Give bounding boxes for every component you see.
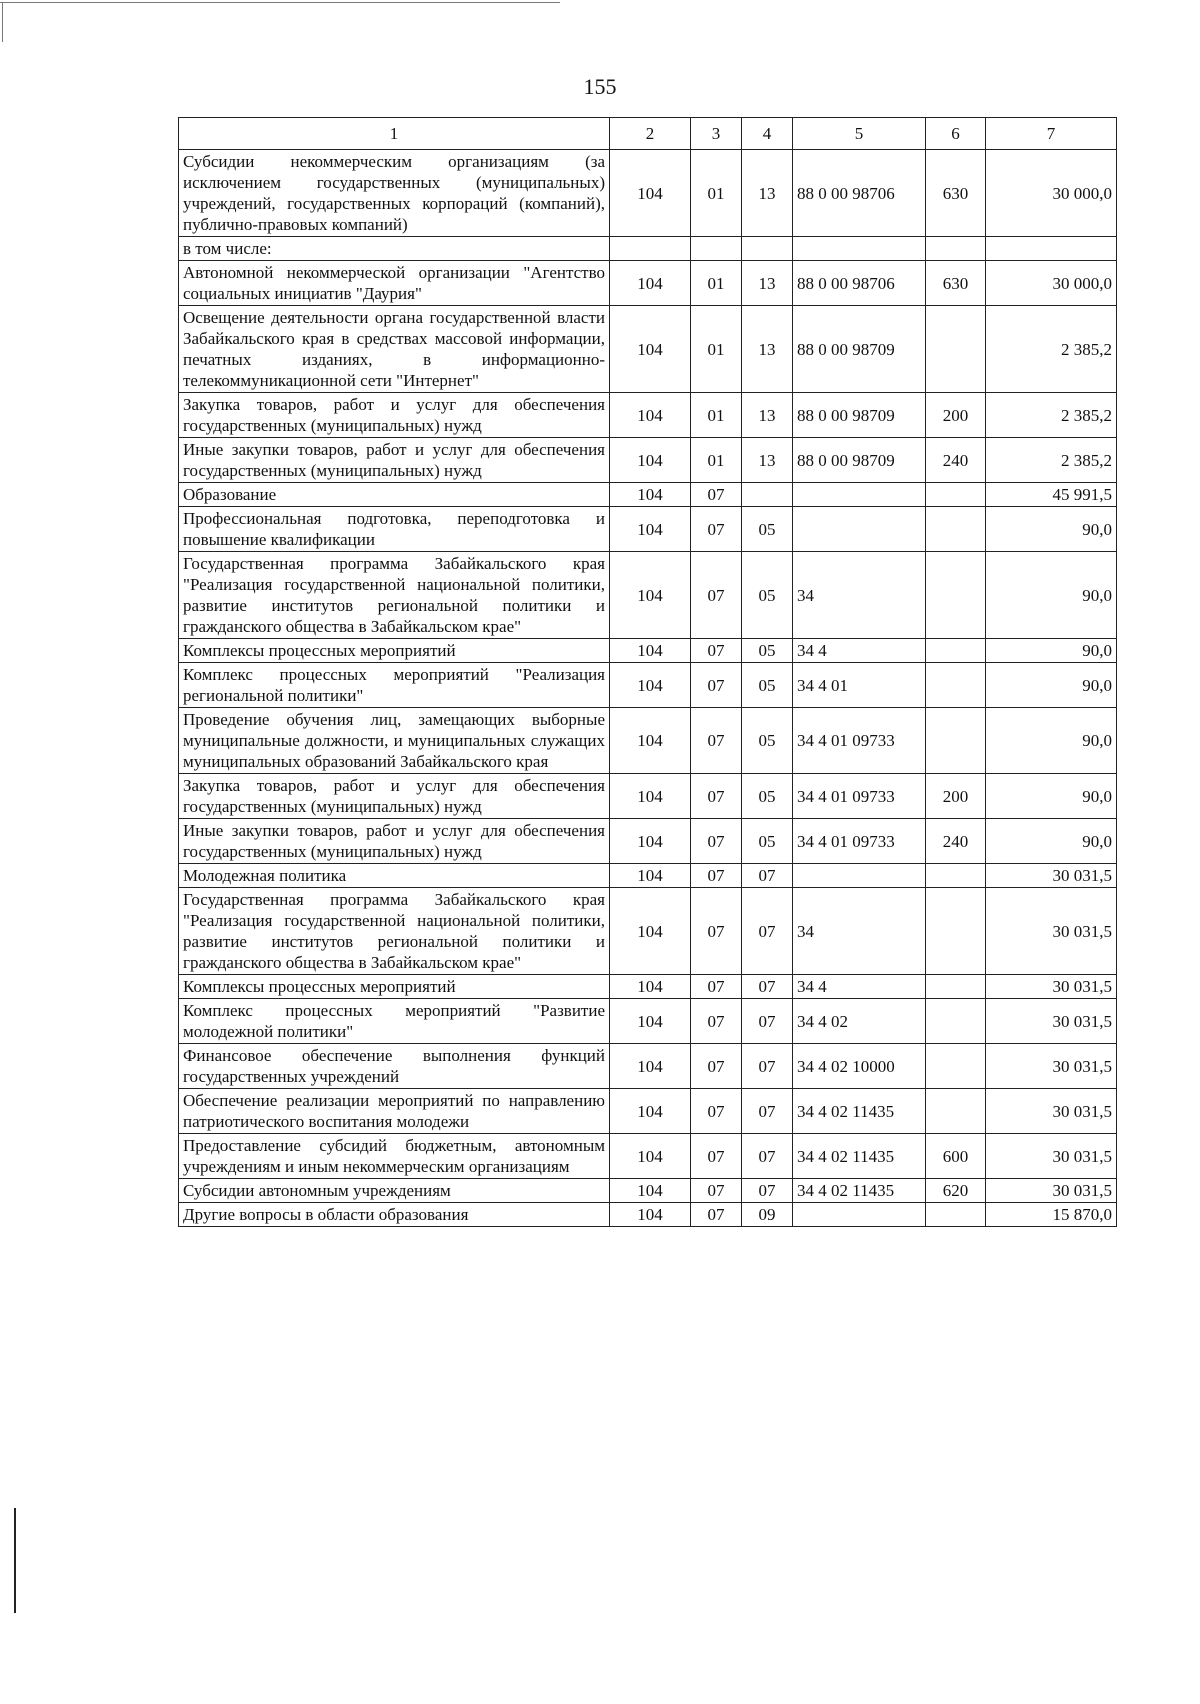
expense-type-code: 630 xyxy=(926,150,986,237)
section-code: 07 xyxy=(691,1203,742,1227)
ministry-code: 104 xyxy=(610,150,691,237)
row-name: Финансовое обеспечение выполнения функций государственных учреждений xyxy=(179,1044,610,1089)
subsection-code: 07 xyxy=(742,999,793,1044)
amount: 45 991,5 xyxy=(986,483,1117,507)
row-name: Государственная программа Забайкальского края "Реализация государственной национальной политики, развитие институтов региональной политики и гражданского общества в Забайкальском крае" xyxy=(179,552,610,639)
table-row xyxy=(179,552,1117,639)
section-code xyxy=(691,237,742,261)
section-code: 07 xyxy=(691,663,742,708)
table-row xyxy=(179,483,1117,507)
ministry-code: 104 xyxy=(610,999,691,1044)
amount: 30 031,5 xyxy=(986,975,1117,999)
table-row xyxy=(179,306,1117,393)
target-article-code: 34 4 02 10000 xyxy=(793,1044,926,1089)
subsection-code: 07 xyxy=(742,888,793,975)
amount: 30 031,5 xyxy=(986,1089,1117,1134)
amount: 90,0 xyxy=(986,507,1117,552)
table-row xyxy=(179,888,1117,975)
target-article-code: 34 4 01 xyxy=(793,663,926,708)
section-code: 07 xyxy=(691,819,742,864)
row-name: Обеспечение реализации мероприятий по направлению патриотического воспитания молодежи xyxy=(179,1089,610,1134)
amount: 2 385,2 xyxy=(986,306,1117,393)
row-name: Закупка товаров, работ и услуг для обеспечения государственных (муниципальных) нужд xyxy=(179,774,610,819)
target-article-code: 88 0 00 98709 xyxy=(793,306,926,393)
target-article-code: 88 0 00 98706 xyxy=(793,150,926,237)
section-code: 07 xyxy=(691,1089,742,1134)
amount: 90,0 xyxy=(986,708,1117,774)
expense-type-code: 620 xyxy=(926,1179,986,1203)
expense-type-code xyxy=(926,237,986,261)
table-row xyxy=(179,774,1117,819)
table-row xyxy=(179,819,1117,864)
scan-margin-mark xyxy=(14,1508,16,1613)
subsection-code: 07 xyxy=(742,1179,793,1203)
row-name: Другие вопросы в области образования xyxy=(179,1203,610,1227)
amount: 90,0 xyxy=(986,774,1117,819)
subsection-code: 05 xyxy=(742,639,793,663)
target-article-code: 88 0 00 98709 xyxy=(793,438,926,483)
table-row xyxy=(179,237,1117,261)
amount: 90,0 xyxy=(986,663,1117,708)
table-row xyxy=(179,999,1117,1044)
amount: 90,0 xyxy=(986,819,1117,864)
subsection-code xyxy=(742,483,793,507)
ministry-code: 104 xyxy=(610,888,691,975)
ministry-code: 104 xyxy=(610,552,691,639)
amount: 30 000,0 xyxy=(986,150,1117,237)
ministry-code: 104 xyxy=(610,1044,691,1089)
ministry-code: 104 xyxy=(610,1134,691,1179)
amount: 2 385,2 xyxy=(986,438,1117,483)
expense-type-code: 600 xyxy=(926,1134,986,1179)
column-header: 4 xyxy=(742,118,793,150)
section-code: 01 xyxy=(691,393,742,438)
expense-type-code: 240 xyxy=(926,438,986,483)
subsection-code: 05 xyxy=(742,507,793,552)
ministry-code xyxy=(610,237,691,261)
subsection-code: 05 xyxy=(742,774,793,819)
table-row xyxy=(179,261,1117,306)
table-row xyxy=(179,1179,1117,1203)
table-row xyxy=(179,639,1117,663)
expense-type-code: 240 xyxy=(926,819,986,864)
amount: 30 000,0 xyxy=(986,261,1117,306)
target-article-code xyxy=(793,483,926,507)
column-header: 2 xyxy=(610,118,691,150)
expense-type-code xyxy=(926,1044,986,1089)
target-article-code: 88 0 00 98709 xyxy=(793,393,926,438)
target-article-code: 34 xyxy=(793,552,926,639)
row-name: Иные закупки товаров, работ и услуг для обеспечения государственных (муниципальных) нужд xyxy=(179,819,610,864)
subsection-code: 05 xyxy=(742,552,793,639)
column-header: 3 xyxy=(691,118,742,150)
section-code: 07 xyxy=(691,975,742,999)
ministry-code: 104 xyxy=(610,261,691,306)
expense-type-code xyxy=(926,708,986,774)
amount: 90,0 xyxy=(986,639,1117,663)
subsection-code xyxy=(742,237,793,261)
row-name: Комплексы процессных мероприятий xyxy=(179,975,610,999)
section-code: 01 xyxy=(691,438,742,483)
table-row xyxy=(179,864,1117,888)
subsection-code: 13 xyxy=(742,393,793,438)
scan-edge-left xyxy=(2,2,3,42)
ministry-code: 104 xyxy=(610,663,691,708)
table-row xyxy=(179,1203,1117,1227)
column-header: 5 xyxy=(793,118,926,150)
expense-type-code xyxy=(926,975,986,999)
table-row xyxy=(179,975,1117,999)
ministry-code: 104 xyxy=(610,864,691,888)
row-name: Комплекс процессных мероприятий "Реализация региональной политики" xyxy=(179,663,610,708)
target-article-code xyxy=(793,1203,926,1227)
amount: 30 031,5 xyxy=(986,1044,1117,1089)
ministry-code: 104 xyxy=(610,639,691,663)
subsection-code: 13 xyxy=(742,150,793,237)
expense-type-code xyxy=(926,1089,986,1134)
target-article-code xyxy=(793,507,926,552)
table-header-row xyxy=(179,118,1117,150)
expense-type-code xyxy=(926,552,986,639)
target-article-code: 34 4 02 11435 xyxy=(793,1179,926,1203)
section-code: 07 xyxy=(691,888,742,975)
target-article-code: 34 4 02 11435 xyxy=(793,1134,926,1179)
expense-type-code xyxy=(926,483,986,507)
section-code: 07 xyxy=(691,864,742,888)
ministry-code: 104 xyxy=(610,438,691,483)
table-row xyxy=(179,438,1117,483)
subsection-code: 13 xyxy=(742,306,793,393)
row-name: Автономной некоммерческой организации "Агентство социальных инициатив "Даурия" xyxy=(179,261,610,306)
ministry-code: 104 xyxy=(610,483,691,507)
table-row xyxy=(179,393,1117,438)
subsection-code: 13 xyxy=(742,438,793,483)
table-row xyxy=(179,507,1117,552)
section-code: 07 xyxy=(691,1044,742,1089)
section-code: 01 xyxy=(691,261,742,306)
table-row xyxy=(179,708,1117,774)
ministry-code: 104 xyxy=(610,1179,691,1203)
row-name: Комплексы процессных мероприятий xyxy=(179,639,610,663)
budget-table xyxy=(178,117,1117,1227)
subsection-code: 07 xyxy=(742,1089,793,1134)
column-header: 1 xyxy=(179,118,610,150)
target-article-code: 34 4 01 09733 xyxy=(793,819,926,864)
row-name: Субсидии некоммерческим организациям (за исключением государственных (муниципальных) учреждений, государственных корпораций (компаний), публично-правовых компаний) xyxy=(179,150,610,237)
expense-type-code xyxy=(926,1203,986,1227)
target-article-code: 88 0 00 98706 xyxy=(793,261,926,306)
row-name: в том числе: xyxy=(179,237,610,261)
subsection-code: 05 xyxy=(742,663,793,708)
section-code: 07 xyxy=(691,507,742,552)
expense-type-code xyxy=(926,864,986,888)
expense-type-code: 200 xyxy=(926,393,986,438)
table-row xyxy=(179,1089,1117,1134)
target-article-code: 34 4 xyxy=(793,639,926,663)
subsection-code: 05 xyxy=(742,819,793,864)
ministry-code: 104 xyxy=(610,306,691,393)
target-article-code: 34 4 02 11435 xyxy=(793,1089,926,1134)
section-code: 07 xyxy=(691,1134,742,1179)
expense-type-code xyxy=(926,507,986,552)
row-name: Субсидии автономным учреждениям xyxy=(179,1179,610,1203)
subsection-code: 13 xyxy=(742,261,793,306)
subsection-code: 07 xyxy=(742,1134,793,1179)
subsection-code: 07 xyxy=(742,1044,793,1089)
expense-type-code: 630 xyxy=(926,261,986,306)
row-name: Проведение обучения лиц, замещающих выборные муниципальные должности, и муниципальных служащих муниципальных образований Забайкальского края xyxy=(179,708,610,774)
section-code: 07 xyxy=(691,774,742,819)
table-row xyxy=(179,1044,1117,1089)
amount: 15 870,0 xyxy=(986,1203,1117,1227)
amount: 2 385,2 xyxy=(986,393,1117,438)
target-article-code xyxy=(793,237,926,261)
target-article-code: 34 4 01 09733 xyxy=(793,708,926,774)
section-code: 07 xyxy=(691,999,742,1044)
target-article-code: 34 xyxy=(793,888,926,975)
row-name: Иные закупки товаров, работ и услуг для обеспечения государственных (муниципальных) нужд xyxy=(179,438,610,483)
page-number: 155 xyxy=(583,74,617,99)
amount: 90,0 xyxy=(986,552,1117,639)
subsection-code: 07 xyxy=(742,864,793,888)
amount: 30 031,5 xyxy=(986,999,1117,1044)
expense-type-code xyxy=(926,639,986,663)
expense-type-code xyxy=(926,999,986,1044)
amount: 30 031,5 xyxy=(986,1134,1117,1179)
target-article-code: 34 4 02 xyxy=(793,999,926,1044)
section-code: 07 xyxy=(691,483,742,507)
row-name: Закупка товаров, работ и услуг для обеспечения государственных (муниципальных) нужд xyxy=(179,393,610,438)
expense-type-code: 200 xyxy=(926,774,986,819)
ministry-code: 104 xyxy=(610,507,691,552)
ministry-code: 104 xyxy=(610,393,691,438)
section-code: 07 xyxy=(691,639,742,663)
section-code: 07 xyxy=(691,708,742,774)
row-name: Образование xyxy=(179,483,610,507)
section-code: 01 xyxy=(691,306,742,393)
section-code: 01 xyxy=(691,150,742,237)
expense-type-code xyxy=(926,306,986,393)
row-name: Предоставление субсидий бюджетным, автономным учреждениям и иным некоммерческим организациям xyxy=(179,1134,610,1179)
row-name: Профессиональная подготовка, переподготовка и повышение квалификации xyxy=(179,507,610,552)
amount: 30 031,5 xyxy=(986,1179,1117,1203)
target-article-code: 34 4 xyxy=(793,975,926,999)
column-header: 7 xyxy=(986,118,1117,150)
amount xyxy=(986,237,1117,261)
expense-type-code xyxy=(926,888,986,975)
table-row xyxy=(179,150,1117,237)
subsection-code: 09 xyxy=(742,1203,793,1227)
ministry-code: 104 xyxy=(610,1089,691,1134)
ministry-code: 104 xyxy=(610,975,691,999)
section-code: 07 xyxy=(691,552,742,639)
column-header: 6 xyxy=(926,118,986,150)
ministry-code: 104 xyxy=(610,1203,691,1227)
row-name: Государственная программа Забайкальского края "Реализация государственной национальной политики, развитие институтов региональной политики и гражданского общества в Забайкальском крае" xyxy=(179,888,610,975)
ministry-code: 104 xyxy=(610,708,691,774)
ministry-code: 104 xyxy=(610,774,691,819)
ministry-code: 104 xyxy=(610,819,691,864)
amount: 30 031,5 xyxy=(986,864,1117,888)
expense-type-code xyxy=(926,663,986,708)
table-body xyxy=(179,150,1117,1227)
table-row xyxy=(179,1134,1117,1179)
target-article-code: 34 4 01 09733 xyxy=(793,774,926,819)
row-name: Освещение деятельности органа государственной власти Забайкальского края в средствах массовой информации, печатных изданиях, в информационно-телекоммуникационной сети "Интернет" xyxy=(179,306,610,393)
target-article-code xyxy=(793,864,926,888)
scan-edge-top xyxy=(0,2,560,3)
table-row xyxy=(179,663,1117,708)
subsection-code: 07 xyxy=(742,975,793,999)
amount: 30 031,5 xyxy=(986,888,1117,975)
row-name: Молодежная политика xyxy=(179,864,610,888)
subsection-code: 05 xyxy=(742,708,793,774)
section-code: 07 xyxy=(691,1179,742,1203)
row-name: Комплекс процессных мероприятий "Развитие молодежной политики" xyxy=(179,999,610,1044)
